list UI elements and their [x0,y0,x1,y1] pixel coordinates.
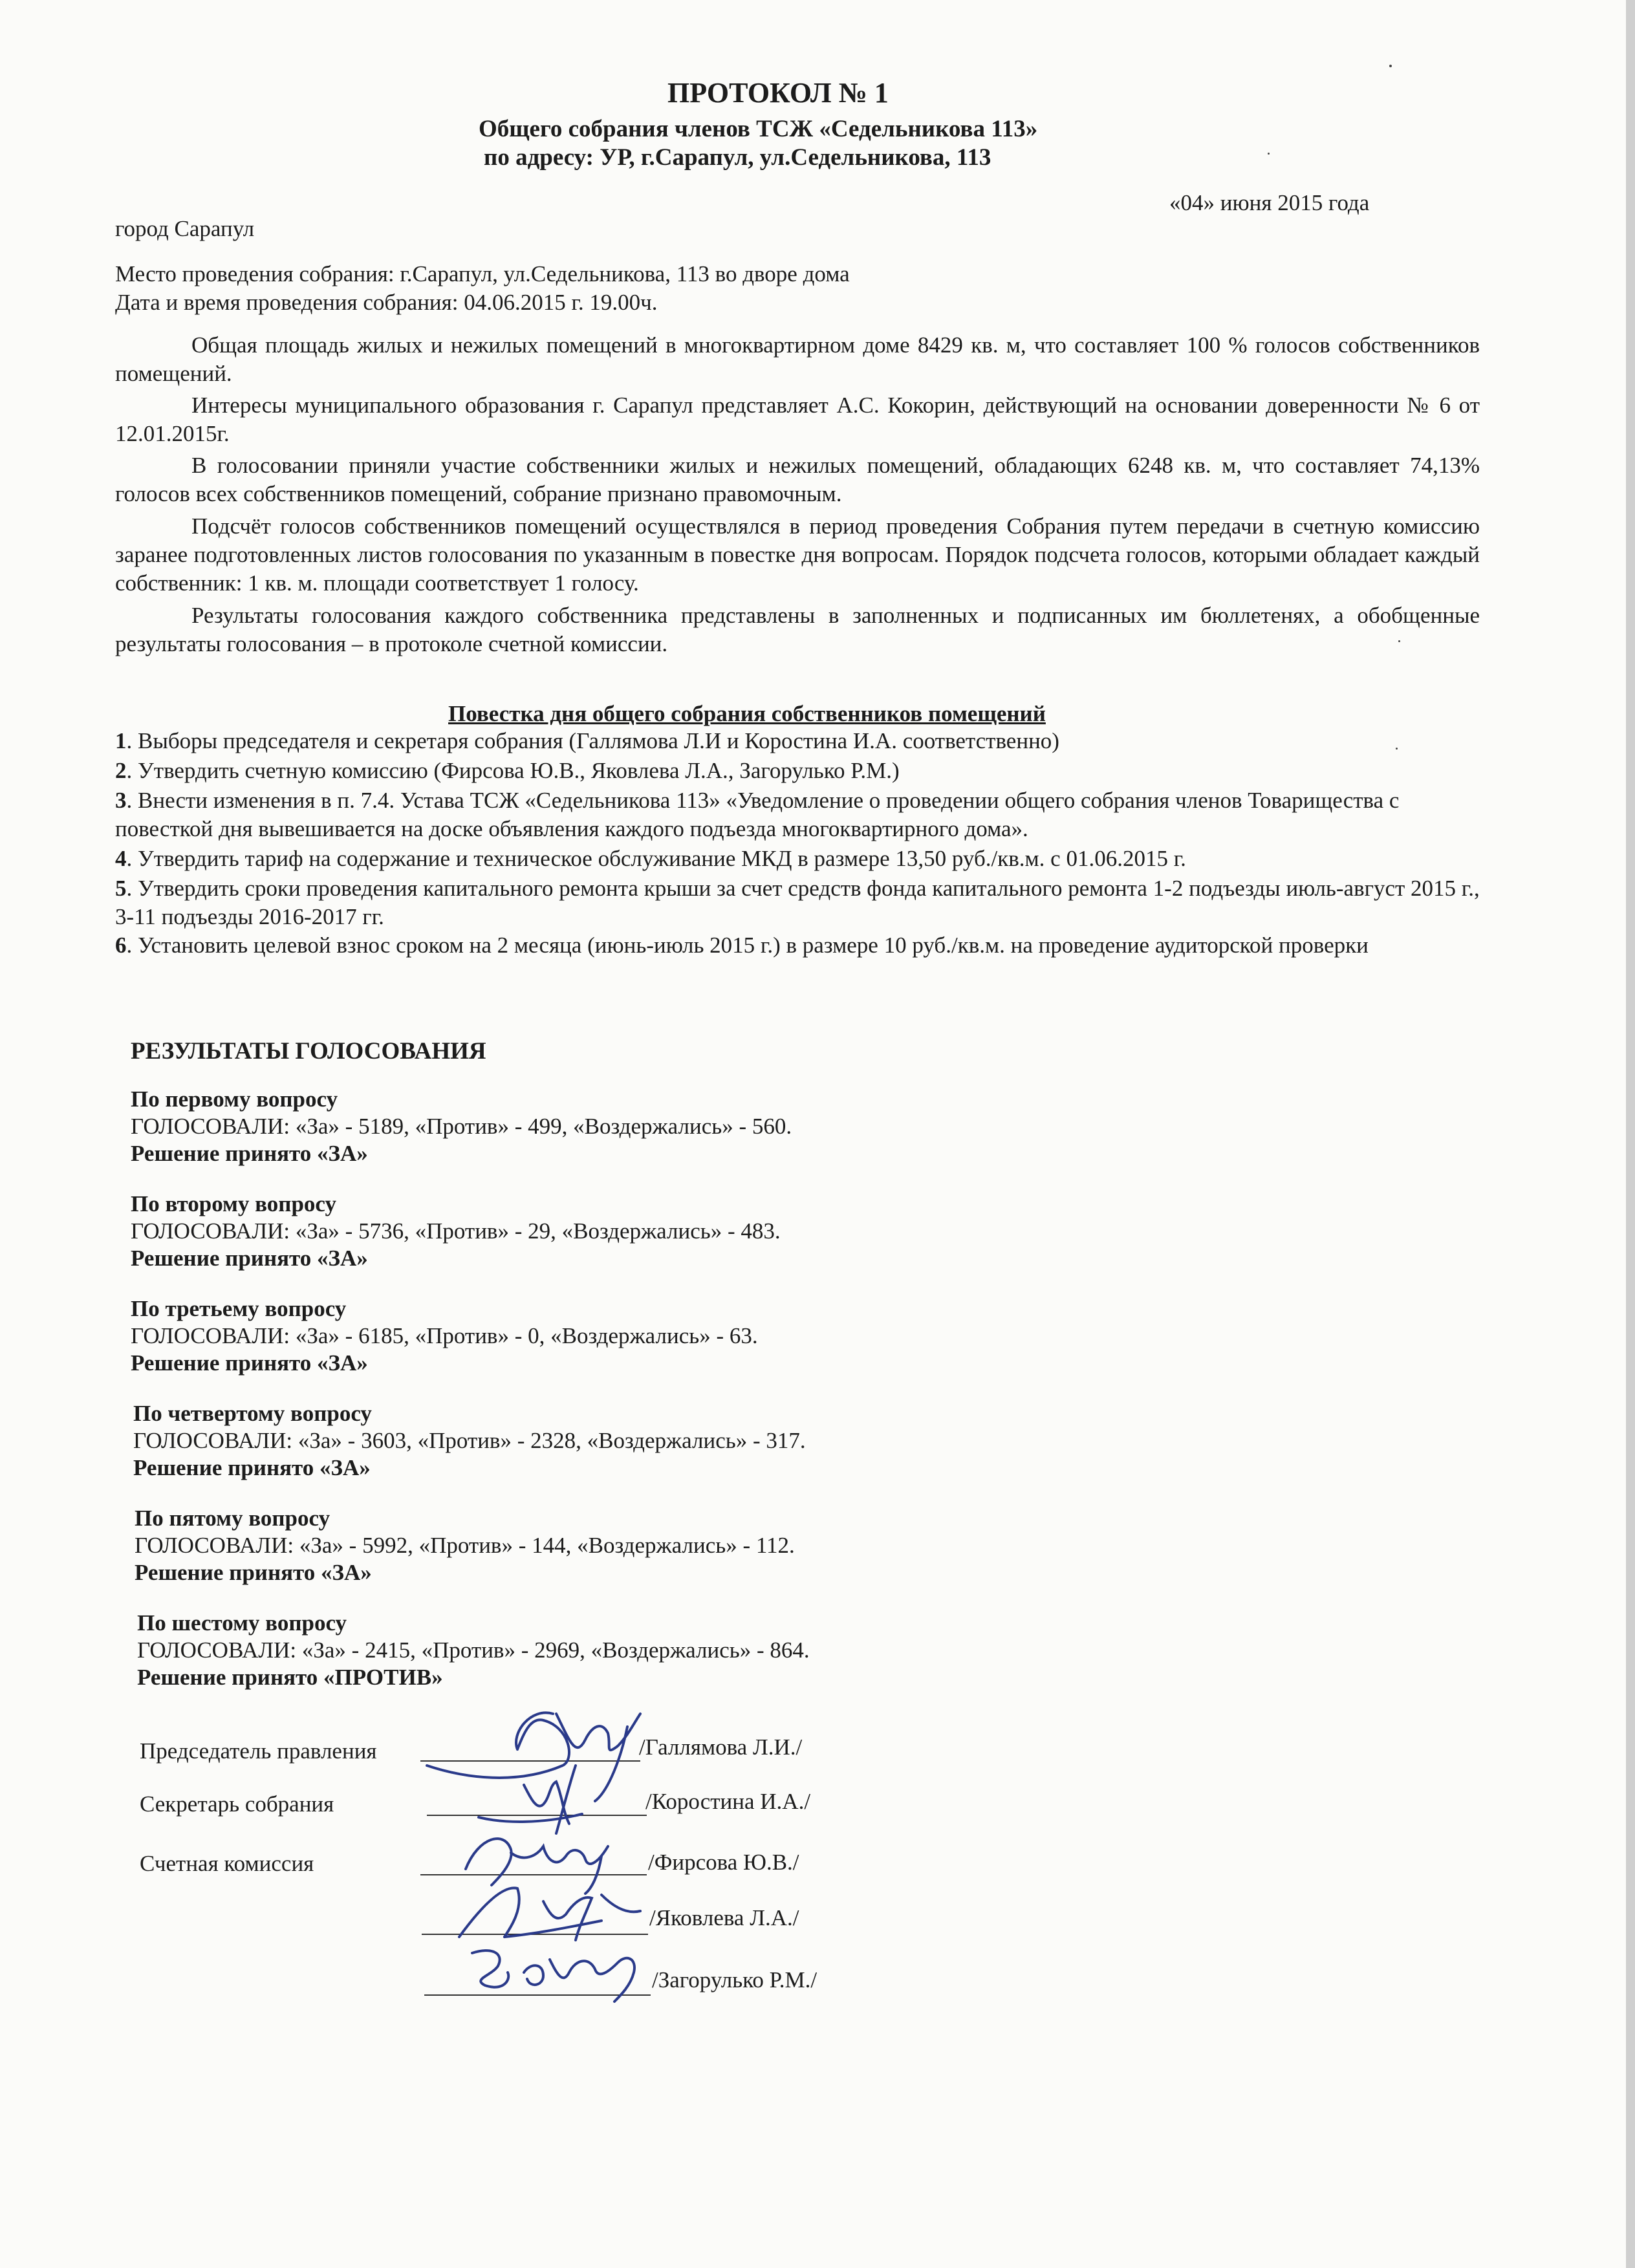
question-block [135,1506,795,1586]
question-title: По третьему вопросу [131,1296,347,1321]
agenda-item [115,757,1480,785]
question-title: По шестому вопросу [137,1610,347,1636]
intro-paragraph-2: Интересы муниципального образования г. Сарапул представляет А.С. Кокорин, действующий на основании доверенности № 6 от 12.01.2015г. [115,393,1480,446]
intro-paragraph-5: Результаты голосования каждого собственника представлены в заполненных и подписанных им бюллетенях, а обобщенные результаты голосования – в протоколе счетной комиссии. [115,603,1480,656]
question-votes: ГОЛОСОВАЛИ: «За» - 2415, «Против» - 2969, «Воздержались» - 864. [137,1637,810,1663]
intro-paragraph-4: Подсчёт голосов собственников помещений осуществлялся в период проведения Собрания путем передачи в счетную комиссию заранее подготовленных листов голосования по указанным в повестке дня вопросам. Порядок подсчета голосов, которыми обладает каждый собственник: 1 кв. м. площади соответствует 1 голосу. [115,513,1480,596]
agenda-item [115,786,1480,843]
intro-paragraph-1: Общая площадь жилых и нежилых помещений в многоквартирном доме 8429 кв. м, что составляет 100 % голосов собственников помещений. [115,332,1480,386]
document-city: город Сарапул [115,216,255,241]
handwritten-signature [453,1934,660,2005]
question-votes: ГОЛОСОВАЛИ: «За» - 3603, «Против» - 2328, «Воздержались» - 317. [133,1428,806,1453]
intro-paragraph-3: В голосовании приняли участие собственники жилых и нежилых помещений, обладающих 6248 кв. м, что составляет 74,13% голосов всех собственников помещений, собрание признано правомочным. [115,453,1480,506]
agenda-item-text: . Утвердить тариф на содержание и техническое обслуживание МКД в размере 13,50 руб./кв.м. с 01.06.2015 г. [126,846,1186,871]
document-title: ПРОТОКОЛ № 1 [667,77,889,109]
question-block [137,1610,810,1690]
agenda-item-text: . Установить целевой взнос сроком на 2 месяца (июнь-июль 2015 г.) в размере 10 руб./кв.м. на проведение аудиторской проверки [126,933,1369,958]
question-decision: Решение принято «ЗА» [135,1560,372,1585]
agenda-item-number: 1 [115,728,127,753]
question-decision: Решение принято «ЗА» [133,1455,371,1480]
agenda-item-number: 6 [115,933,127,958]
scan-speck [1389,65,1392,67]
agenda-item [115,931,1480,960]
agenda-item-text: . Утвердить сроки проведения капитального ремонта крыши за счет средств фонда капитального ремонта 1-2 подъезды июль-август 2015 г., 3-11 подъезды 2016-2017 гг. [115,876,1480,929]
signature-role: Секретарь собрания [140,1791,334,1817]
agenda-item [115,727,1480,755]
agenda-item-text: . Внести изменения в п. 7.4. Устава ТСЖ «Седельникова 113» «Уведомление о проведении общего собрания членов Товарищества с повесткой дня вывешивается на доске объявления каждого подъезда многоквартирного дома». [115,788,1400,841]
agenda-item [115,874,1480,931]
signatory-name: /Фирсова Ю.В./ [648,1850,799,1875]
question-decision: Решение принято «ЗА» [131,1350,368,1376]
question-title: По четвертому вопросу [133,1401,372,1426]
document-subtitle-2: по адресу: УР, г.Сарапул, ул.Седельникова, 113 [484,144,991,171]
question-decision: Решение принято «ПРОТИВ» [137,1665,443,1690]
question-block [133,1401,806,1481]
document-date: «04» июня 2015 года [1169,190,1370,215]
meeting-place: Место проведения собрания: г.Сарапул, ул.Седельникова, 113 во дворе дома [115,261,850,286]
agenda-item-number: 3 [115,788,127,813]
meeting-datetime: Дата и время проведения собрания: 04.06.2015 г. 19.00ч. [115,290,658,315]
question-title: По второму вопросу [131,1191,336,1216]
signatory-name: /Загорулько Р.М./ [652,1967,817,1993]
question-block [131,1296,758,1376]
agenda-item-number: 4 [115,846,127,871]
agenda-item-number: 2 [115,758,127,783]
question-block [131,1191,781,1271]
agenda-item-number: 5 [115,876,127,901]
signature-role: Председатель правления [140,1738,377,1764]
agenda-item-text: . Утвердить счетную комиссию (Фирсова Ю.В., Яковлева Л.А., Загорулько Р.М.) [126,758,900,783]
signature-role: Счетная комиссия [140,1851,314,1876]
question-title: По первому вопросу [131,1086,338,1112]
agenda-title: Повестка дня общего собрания собственников помещений [448,701,1046,726]
agenda-item-text: . Выборы председателя и секретаря собрания (Галлямова Л.И и Коростина И.А. соответственно) [126,728,1059,753]
question-title: По пятому вопросу [135,1506,330,1531]
question-decision: Решение принято «ЗА» [131,1246,368,1271]
document-subtitle-1: Общего собрания членов ТСЖ «Седельникова 113» [479,116,1038,142]
scan-speck [1268,153,1270,155]
question-votes: ГОЛОСОВАЛИ: «За» - 6185, «Против» - 0, «Воздержались» - 63. [131,1323,758,1348]
question-votes: ГОЛОСОВАЛИ: «За» - 5992, «Против» - 144, «Воздержались» - 112. [135,1533,795,1558]
question-votes: ГОЛОСОВАЛИ: «За» - 5189, «Против» - 499, «Воздержались» - 560. [131,1114,792,1139]
signatory-name: /Коростина И.А./ [645,1789,811,1814]
scan-speck [1398,640,1400,642]
signatory-name: /Яковлева Л.А./ [649,1905,799,1930]
scan-speck [1396,748,1398,750]
question-votes: ГОЛОСОВАЛИ: «За» - 5736, «Против» - 29, «Воздержались» - 483. [131,1218,781,1244]
signatory-name: /Галлямова Л.И./ [639,1734,803,1760]
question-block [131,1086,792,1167]
results-title: РЕЗУЛЬТАТЫ ГОЛОСОВАНИЯ [131,1038,486,1064]
scan-edge [1626,0,1635,2268]
agenda-item [115,845,1480,873]
question-decision: Решение принято «ЗА» [131,1141,368,1166]
